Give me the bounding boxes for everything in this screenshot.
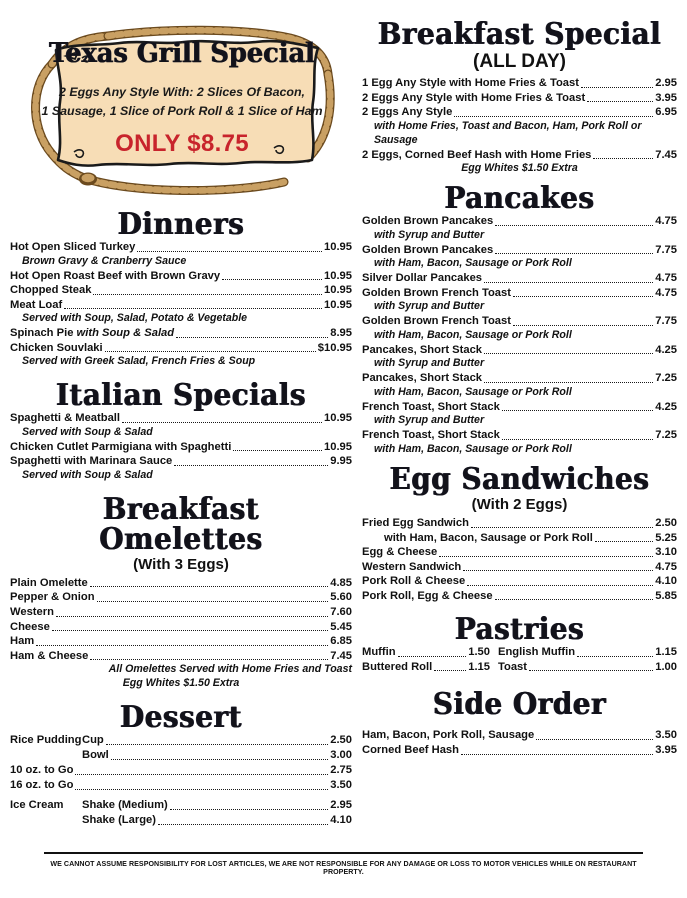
menu-row bbox=[10, 605, 352, 620]
item-price: 3.50 bbox=[655, 729, 677, 742]
footer-disclaimer: WE CANNOT ASSUME RESPONSIBILITY FOR LOST ARTICLES, WE ARE NOT RESPONSIBLE FOR ANY DAMAGE OR LOSS TO MOTOR VEHICLES WHILE ON RESTAURANT PROPERTY. bbox=[50, 860, 637, 876]
breakfast-special-footnote: Egg Whites $1.50 Extra bbox=[461, 162, 578, 175]
left-column bbox=[10, 8, 358, 858]
menu-row bbox=[362, 343, 677, 358]
dot-leader bbox=[106, 744, 328, 745]
dot-leader bbox=[581, 87, 653, 88]
item-price: 6.95 bbox=[655, 106, 677, 119]
item-price: 1.50 bbox=[468, 646, 490, 659]
footer bbox=[0, 852, 687, 876]
dot-leader bbox=[467, 585, 653, 586]
sign-price: ONLY $8.75 bbox=[115, 130, 249, 157]
section-italian-specials bbox=[10, 378, 352, 483]
dot-leader bbox=[595, 541, 653, 542]
dot-leader bbox=[64, 308, 322, 309]
breakfast-special-heading: Breakfast Special bbox=[377, 17, 662, 52]
side-order-heading: Side Order bbox=[432, 687, 607, 723]
item-price: 10.95 bbox=[324, 412, 352, 425]
dot-leader bbox=[513, 325, 653, 326]
item-price: 4.85 bbox=[330, 576, 352, 589]
dot-leader bbox=[122, 422, 322, 423]
dessert-row bbox=[10, 748, 352, 763]
menu-row bbox=[10, 590, 352, 605]
item-price: 10.95 bbox=[324, 298, 352, 311]
item-description: Brown Gravy & Cranberry Sauce bbox=[22, 254, 187, 267]
pancakes-items bbox=[362, 214, 677, 457]
menu-row bbox=[10, 411, 352, 426]
menu-row bbox=[362, 531, 677, 546]
dot-leader bbox=[577, 656, 653, 657]
sign-description-line-2: 1 Sausage, 1 Slice of Pork Roll & 1 Slice of Ham bbox=[41, 104, 323, 118]
menu-row bbox=[10, 634, 352, 649]
pastries-heading: Pastries bbox=[454, 612, 585, 648]
section-breakfast-omelettes bbox=[10, 491, 352, 691]
dot-leader bbox=[484, 353, 653, 354]
item-name: Corned Beef Hash bbox=[362, 744, 459, 757]
pastries-left-column bbox=[362, 645, 490, 674]
item-description: with Syrup and Butter bbox=[374, 357, 485, 370]
section-egg-sandwiches bbox=[362, 461, 677, 603]
menu-row bbox=[10, 341, 352, 356]
item-price: 7.75 bbox=[655, 315, 677, 328]
item-price: 3.10 bbox=[655, 546, 677, 559]
item-description: with Ham, Bacon, Sausage or Pork Roll bbox=[374, 328, 572, 341]
item-description: Served with Greek Salad, French Fries & Soup bbox=[22, 355, 256, 368]
item-price: 3.00 bbox=[330, 749, 352, 762]
italian-specials-items bbox=[10, 411, 352, 483]
menu-row bbox=[362, 660, 490, 675]
item-price: 7.25 bbox=[655, 429, 677, 442]
dot-leader bbox=[439, 556, 653, 557]
dessert-group-label: Rice Pudding bbox=[10, 734, 82, 747]
item-price: 2.95 bbox=[655, 77, 677, 89]
item-price: $10.95 bbox=[317, 341, 352, 354]
dot-leader bbox=[461, 754, 653, 755]
item-name: Hot Open Roast Beef with Brown Gravy bbox=[10, 269, 221, 282]
menu-row bbox=[362, 516, 677, 531]
item-price: 10.95 bbox=[324, 284, 352, 297]
item-name: 10 oz. to Go bbox=[10, 764, 74, 777]
dot-leader bbox=[495, 253, 653, 254]
item-name: Ham bbox=[10, 635, 35, 648]
menu-row bbox=[362, 214, 677, 229]
item-name: Silver Dollar Pancakes bbox=[362, 272, 483, 285]
item-name: Golden Brown Pancakes bbox=[362, 243, 494, 256]
menu-row bbox=[10, 326, 352, 341]
item-description: with Ham, Bacon, Sausage or Pork Roll bbox=[374, 257, 572, 270]
menu-row bbox=[362, 400, 677, 415]
item-name: Western bbox=[10, 606, 54, 619]
item-price: 1.15 bbox=[655, 646, 677, 659]
item-name: French Toast, Short Stack bbox=[362, 429, 500, 442]
item-name: Pancakes, Short Stack bbox=[362, 372, 483, 385]
item-name: Golden Brown Pancakes bbox=[362, 215, 494, 228]
dot-leader bbox=[90, 586, 329, 587]
dot-leader bbox=[471, 527, 653, 528]
dot-leader bbox=[463, 570, 653, 571]
item-price: 1.15 bbox=[468, 660, 490, 673]
menu-row bbox=[362, 645, 490, 660]
dinners-heading: Dinners bbox=[117, 207, 245, 242]
menu-row bbox=[10, 283, 352, 298]
breakfast-omelettes-items bbox=[10, 576, 352, 663]
item-name: Pancakes, Short Stack bbox=[362, 343, 483, 356]
item-name: French Toast, Short Stack bbox=[362, 400, 500, 413]
item-name: Pork Roll, Egg & Cheese bbox=[362, 589, 493, 602]
menu-row bbox=[10, 440, 352, 455]
menu-row bbox=[362, 286, 677, 301]
dot-leader bbox=[484, 282, 653, 283]
menu-row bbox=[362, 574, 677, 589]
breakfast-omelettes-subhead: (With 3 Eggs) bbox=[133, 555, 229, 573]
item-description: with Home Fries, Toast and Bacon, Ham, Pork Roll or Sausage bbox=[374, 119, 642, 146]
dot-leader bbox=[593, 158, 653, 159]
item-name: Shake (Medium) bbox=[82, 799, 168, 812]
menu-row bbox=[498, 645, 677, 660]
dot-leader bbox=[454, 116, 653, 117]
footer-divider bbox=[44, 852, 643, 854]
item-name: Chicken Souvlaki bbox=[10, 341, 103, 354]
item-name: Fried Egg Sandwich bbox=[362, 516, 469, 529]
item-price: 10.95 bbox=[324, 440, 352, 453]
dessert-group-label: Ice Cream bbox=[10, 799, 64, 812]
dot-leader bbox=[434, 670, 466, 671]
menu-row bbox=[362, 560, 677, 575]
dot-leader bbox=[513, 296, 653, 297]
item-price: 2.50 bbox=[330, 734, 352, 747]
item-price: 3.95 bbox=[655, 91, 677, 104]
item-name-suffix: with Soup & Salad bbox=[76, 327, 175, 340]
dot-leader bbox=[52, 630, 328, 631]
dessert-row bbox=[10, 798, 352, 813]
item-price: 10.95 bbox=[324, 241, 352, 253]
dessert-heading: Dessert bbox=[120, 700, 242, 736]
sign-text-block bbox=[12, 12, 352, 204]
dot-leader bbox=[90, 659, 328, 660]
dot-leader bbox=[158, 824, 328, 825]
dot-leader bbox=[176, 337, 328, 338]
item-name: Ham & Cheese bbox=[10, 649, 89, 662]
menu-row bbox=[362, 728, 677, 743]
item-name: 1 Egg Any Style with Home Fries & Toast bbox=[362, 77, 579, 89]
dot-leader bbox=[484, 382, 653, 383]
item-price: 1.00 bbox=[655, 660, 677, 673]
section-pancakes bbox=[362, 181, 677, 457]
dot-leader bbox=[502, 410, 653, 411]
item-name: Muffin bbox=[362, 646, 396, 659]
dot-leader bbox=[587, 101, 653, 102]
menu-row bbox=[362, 371, 677, 386]
menu-row bbox=[10, 649, 352, 664]
item-price: 4.25 bbox=[655, 343, 677, 356]
item-name: Chopped Steak bbox=[10, 284, 92, 297]
menu-row bbox=[362, 105, 677, 120]
item-name: Spinach Pie with Soup & Salad bbox=[10, 327, 175, 340]
egg-sandwiches-subhead: (With 2 Eggs) bbox=[471, 495, 568, 513]
dot-leader bbox=[495, 599, 654, 600]
item-name: Cheese bbox=[10, 620, 50, 633]
item-price: 5.45 bbox=[330, 620, 352, 633]
menu-row bbox=[362, 589, 677, 604]
menu-row bbox=[498, 660, 677, 675]
item-price: 8.95 bbox=[330, 327, 352, 340]
item-description: Served with Soup, Salad, Potato & Vegetable bbox=[22, 312, 248, 325]
item-name: 2 Eggs, Corned Beef Hash with Home Fries bbox=[362, 148, 592, 161]
menu-row bbox=[10, 240, 352, 255]
egg-sandwiches-items bbox=[362, 516, 677, 603]
dessert-row bbox=[10, 778, 352, 793]
dot-leader bbox=[502, 439, 653, 440]
item-price: 5.60 bbox=[330, 591, 352, 604]
breakfast-special-items bbox=[362, 76, 677, 162]
item-name: Shake (Large) bbox=[82, 814, 156, 827]
item-price: 2.50 bbox=[655, 516, 677, 529]
menu-row bbox=[362, 314, 677, 329]
pancakes-heading: Pancakes bbox=[444, 181, 595, 217]
item-name: Plain Omelette bbox=[10, 576, 88, 589]
item-price: 4.10 bbox=[330, 814, 352, 827]
item-price: 7.45 bbox=[330, 649, 352, 662]
menu-row bbox=[362, 243, 677, 258]
item-description: with Syrup and Butter bbox=[374, 414, 485, 427]
item-price: 3.95 bbox=[655, 744, 677, 757]
item-price: 10.95 bbox=[324, 269, 352, 282]
item-price: 5.25 bbox=[655, 531, 677, 544]
item-price: 4.75 bbox=[655, 272, 677, 285]
dinners-items bbox=[10, 240, 352, 369]
item-price: 9.95 bbox=[330, 455, 352, 468]
dot-leader bbox=[137, 251, 322, 252]
item-price: 4.10 bbox=[655, 575, 677, 588]
item-name: with Ham, Bacon, Sausage or Pork Roll bbox=[384, 531, 593, 544]
menu-row bbox=[362, 76, 677, 91]
menu-row bbox=[10, 576, 352, 591]
item-name: Golden Brown French Toast bbox=[362, 315, 511, 328]
item-price: 5.85 bbox=[655, 589, 677, 602]
item-name: Egg & Cheese bbox=[362, 546, 438, 559]
item-price: 7.45 bbox=[655, 148, 677, 161]
pastries-grid bbox=[362, 645, 677, 674]
breakfast-special-subhead: (ALL DAY) bbox=[473, 51, 566, 72]
section-dinners bbox=[10, 207, 352, 369]
dot-leader bbox=[233, 450, 322, 451]
egg-sandwiches-heading: Egg Sandwiches bbox=[389, 461, 650, 497]
omelettes-footnote-1: All Omelettes Served with Home Fries and Toast bbox=[108, 663, 352, 676]
menu-row bbox=[362, 271, 677, 286]
item-price: 4.75 bbox=[655, 215, 677, 228]
item-name: Hot Open Sliced Turkey bbox=[10, 241, 136, 253]
item-name: Spaghetti with Marinara Sauce bbox=[10, 455, 173, 468]
item-price: 6.85 bbox=[330, 635, 352, 648]
item-name: 16 oz. to Go bbox=[10, 779, 74, 792]
right-column bbox=[358, 8, 677, 858]
item-name: Spaghetti & Meatball bbox=[10, 412, 121, 425]
dot-leader bbox=[75, 774, 328, 775]
pastries-right-column bbox=[498, 645, 677, 674]
item-price: 3.50 bbox=[330, 779, 352, 792]
item-price: 4.75 bbox=[655, 560, 677, 573]
item-price: 7.75 bbox=[655, 243, 677, 256]
dessert-row bbox=[10, 733, 352, 748]
item-name: Chicken Cutlet Parmigiana with Spaghetti bbox=[10, 440, 232, 453]
side-order-items bbox=[362, 728, 677, 757]
section-pastries bbox=[362, 612, 677, 674]
dot-leader bbox=[111, 759, 328, 760]
item-description: Served with Soup & Salad bbox=[22, 468, 153, 481]
sign-description-line-1: 2 Eggs Any Style With: 2 Slices Of Bacon, bbox=[59, 85, 305, 99]
dot-leader bbox=[75, 789, 328, 790]
item-name: Meat Loaf bbox=[10, 298, 63, 311]
dot-leader bbox=[174, 465, 328, 466]
item-price: 2.75 bbox=[330, 764, 352, 777]
menu-row bbox=[10, 269, 352, 284]
menu-row bbox=[10, 454, 352, 469]
item-description: with Syrup and Butter bbox=[374, 228, 485, 241]
item-description: with Ham, Bacon, Sausage or Pork Roll bbox=[374, 385, 572, 398]
item-description: Served with Soup & Salad bbox=[22, 425, 153, 438]
dessert-row bbox=[10, 813, 352, 828]
dot-leader bbox=[97, 601, 329, 602]
dot-leader bbox=[529, 670, 653, 671]
item-name: English Muffin bbox=[498, 646, 576, 659]
dot-leader bbox=[495, 225, 653, 226]
item-name: Ham, Bacon, Pork Roll, Sausage bbox=[362, 729, 535, 742]
section-dessert bbox=[10, 700, 352, 828]
dot-leader bbox=[222, 279, 322, 280]
menu-row bbox=[362, 545, 677, 560]
menu-row bbox=[362, 91, 677, 106]
item-name: 2 Eggs Any Style with Home Fries & Toast bbox=[362, 91, 586, 104]
item-name: Pepper & Onion bbox=[10, 591, 95, 604]
dot-leader bbox=[398, 656, 467, 657]
menu-row bbox=[10, 298, 352, 313]
item-name: Western Sandwich bbox=[362, 560, 462, 573]
section-side-order bbox=[362, 687, 677, 757]
item-name: Bowl bbox=[82, 749, 109, 762]
item-name: 2 Eggs Any Style bbox=[362, 106, 453, 119]
sign-title: Texas Grill Special bbox=[49, 38, 315, 69]
dessert-items bbox=[10, 733, 352, 828]
item-price: 7.25 bbox=[655, 372, 677, 385]
menu-row bbox=[10, 620, 352, 635]
dot-leader bbox=[36, 645, 328, 646]
breakfast-omelettes-heading: Breakfast Omelettes bbox=[99, 491, 263, 557]
texas-grill-special-sign bbox=[12, 12, 352, 204]
item-description: with Syrup and Butter bbox=[374, 300, 485, 313]
dot-leader bbox=[56, 616, 328, 617]
section-breakfast-special bbox=[362, 17, 677, 176]
dot-leader bbox=[536, 739, 653, 740]
item-name: Toast bbox=[498, 660, 528, 673]
dot-leader bbox=[105, 351, 316, 352]
item-price: 4.25 bbox=[655, 400, 677, 413]
item-name: Pork Roll & Cheese bbox=[362, 575, 466, 588]
menu-row bbox=[362, 428, 677, 443]
item-name: Golden Brown French Toast bbox=[362, 286, 511, 299]
dessert-row bbox=[10, 763, 352, 778]
menu-row bbox=[362, 148, 677, 163]
item-name: Buttered Roll bbox=[362, 660, 433, 673]
item-description: with Ham, Bacon, Sausage or Pork Roll bbox=[374, 443, 572, 455]
italian-specials-heading: Italian Specials bbox=[55, 378, 307, 414]
item-price: 7.60 bbox=[330, 606, 352, 619]
dot-leader bbox=[93, 294, 322, 295]
omelettes-footnote-2: Egg Whites $1.50 Extra bbox=[122, 677, 240, 690]
menu-row bbox=[362, 743, 677, 758]
item-price: 4.75 bbox=[655, 286, 677, 299]
dot-leader bbox=[170, 809, 328, 810]
item-price: 2.95 bbox=[330, 799, 352, 812]
item-name: Cup bbox=[82, 734, 104, 747]
